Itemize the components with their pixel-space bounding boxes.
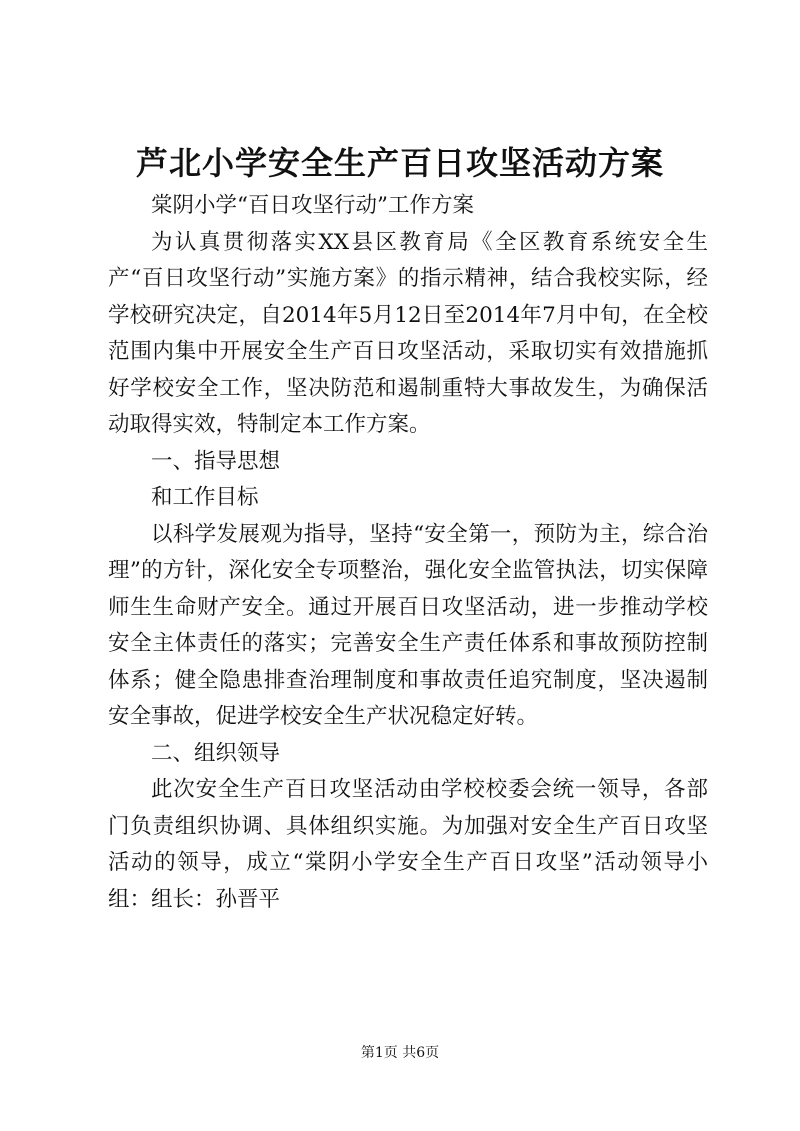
- section-heading-organization: 二、组织领导: [151, 740, 281, 766]
- section-heading-work-goals: 和工作目标: [151, 485, 259, 510]
- paragraph-plan-name: 棠阴小学“百日攻坚行动”工作方案: [151, 193, 474, 218]
- section-heading-guiding-ideology: 一、指导思想: [151, 448, 281, 474]
- paragraph-intro: 为认真贯彻落实XX县区教育局《全区教育系统安全生产“百日攻坚行动”实施方案》的指示精神，结合我校实际，经学校研究决定，自2014年5月12日至2014年7月中旬，在全校范围内集中开展安全生产百日攻坚活动，采取切实有效措施抓好学校安全工作，坚决防范和遏制重特大事故发生，为确保活动取得实效，特制定本工作方案。: [108, 229, 708, 437]
- paragraph-guiding-principles: 以科学发展观为指导，坚持“安全第一，预防为主，综合治理”的方针，深化安全专项整治，强化安全监管执法，切实保障师生生命财产安全。通过开展百日攻坚活动，进一步推动学校安全主体责任的落实；完善安全生产责任体系和事故预防控制体系；健全隐患排查治理制度和事故责任追究制度，坚决遏制安全事故，促进学校安全生产状况稳定好转。: [108, 521, 708, 729]
- page-number-footer: 第1页 共6页: [360, 1045, 440, 1061]
- document-title: 芦北小学安全生产百日攻坚活动方案: [135, 144, 664, 182]
- paragraph-organization: 此次安全生产百日攻坚活动由学校校委会统一领导，各部门负责组织协调、具体组织实施。为加强对安全生产百日攻坚活动的领导，成立“棠阴小学安全生产百日攻坚”活动领导小组：组长：孙晋平: [108, 777, 708, 912]
- document-body: [108, 188, 708, 918]
